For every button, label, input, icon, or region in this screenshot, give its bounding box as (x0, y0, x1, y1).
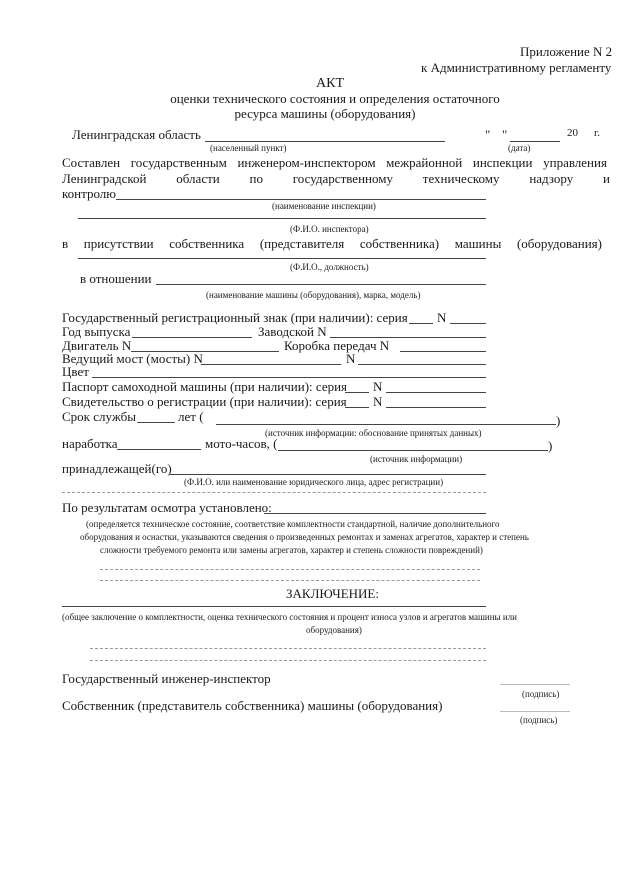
composed-word: Составлен (62, 155, 121, 170)
quote-open: " (485, 127, 491, 142)
inspection-hint-1: (определяется техническое состояние, соответствие комплектности стандартной, наличие дополнительного (86, 519, 500, 529)
axle-n-label: N (346, 351, 356, 366)
year-line[interactable] (132, 337, 252, 338)
relation-label: в отношении (80, 271, 152, 286)
inspection-hint-2: оборудования и оснастки, указываются сведения о произведенных ремонтах и заменах агрегатов, характер и степень (80, 532, 529, 542)
inspector-signature-line[interactable] (500, 684, 570, 685)
owner-signature-label: Собственник (представитель собственника) машины (оборудования) (62, 698, 443, 713)
act-title: АКТ (316, 76, 344, 91)
inspection-line-3[interactable] (100, 580, 480, 581)
composed-word: техническому (422, 171, 500, 186)
presence-word: (представителя (259, 236, 345, 251)
service-source-line[interactable] (216, 424, 556, 425)
control-label: контролю (62, 186, 116, 201)
inspection-line[interactable] (116, 199, 486, 200)
locality-line[interactable] (205, 141, 445, 142)
service-life-label: Срок службы (62, 409, 136, 424)
presence-word: машины (454, 236, 502, 251)
machine-line[interactable] (156, 284, 486, 285)
operating-label: наработка (62, 436, 118, 451)
certificate-number-line[interactable] (386, 407, 486, 408)
conclusion-line-3[interactable] (90, 660, 486, 661)
composed-line-2 (62, 171, 610, 187)
presence-line (62, 236, 602, 252)
appendix-number: Приложение N 2 (520, 44, 613, 59)
presence-word: собственника) (359, 236, 440, 251)
operating-line[interactable] (117, 449, 201, 450)
reg-sign-n-label: N (437, 310, 447, 325)
reg-sign-number-line[interactable] (450, 323, 486, 324)
operating-close-paren: ) (548, 438, 553, 453)
conclusion-title: ЗАКЛЮЧЕНИЕ: (286, 586, 379, 601)
presence-word: присутствии (83, 236, 154, 251)
belonging-label: принадлежащей(го) (62, 461, 172, 476)
gearbox-label: Коробка передач N (284, 338, 390, 353)
presence-word: собственника (169, 236, 245, 251)
info-hint: (источник информации) (370, 454, 463, 464)
owner-hint: (Ф.И.О. или наименование юридического лица, адрес регистрации) (184, 477, 444, 487)
owner-sign-hint: (подпись) (520, 715, 558, 725)
composed-word: надзору (529, 171, 574, 186)
composed-line-1 (62, 155, 607, 171)
composed-word: по (249, 171, 263, 186)
appendix-regulation: к Административному регламенту (421, 60, 612, 75)
conclusion-hint-1: (общее заключение о комплектности, оценка технического состояния и процент износа узлов и агрегатов машины или (62, 612, 517, 622)
composed-word: Ленинградской (62, 171, 147, 186)
owner-line-2[interactable] (62, 492, 486, 493)
composed-word: инженером-инспектором (237, 155, 376, 170)
year-suffix: г. (594, 127, 601, 139)
inspector-sign-hint: (подпись) (522, 689, 560, 699)
conclusion-hint-2: оборудования) (306, 625, 362, 635)
service-life-line[interactable] (137, 422, 175, 423)
composed-word: государственным (130, 155, 227, 170)
composed-word: области (176, 171, 220, 186)
certificate-n-label: N (373, 394, 383, 409)
inspection-result-line[interactable] (264, 513, 486, 514)
operating-source-line[interactable] (278, 450, 548, 451)
passport-number-line[interactable] (386, 392, 486, 393)
inspector-line[interactable] (78, 218, 486, 219)
composed-word: инспекции (472, 155, 533, 170)
conclusion-line[interactable] (62, 606, 486, 607)
factory-n-label: Заводской N (258, 324, 327, 339)
inspector-hint: (Ф.И.О. инспектора) (290, 224, 369, 234)
axle-label: Ведущий мост (мосты) N (62, 351, 203, 366)
axle-line-1[interactable] (201, 364, 341, 365)
passport-series-line[interactable] (345, 392, 369, 393)
composed-word: межрайонной (386, 155, 463, 170)
service-close-paren: ) (556, 413, 561, 428)
act-subtitle-2: ресурса машины (оборудования) (234, 106, 416, 121)
inspection-line-2[interactable] (100, 569, 480, 570)
locality-hint: (населенный пункт) (210, 143, 287, 153)
axle-line-2[interactable] (358, 364, 486, 365)
owner-line[interactable] (169, 474, 486, 475)
inspection-label: По результатам осмотра установлено: (62, 500, 272, 515)
color-line[interactable] (92, 377, 486, 378)
quote-close: " (502, 127, 508, 142)
reg-sign-series-line[interactable] (409, 323, 433, 324)
act-subtitle-1: оценки технического состояния и определения остаточного (170, 91, 500, 106)
presence-hint: (Ф.И.О., должность) (290, 262, 369, 272)
relation-hint: (наименование машины (оборудования), марка, модель) (206, 290, 421, 300)
color-label: Цвет (62, 364, 89, 379)
passport-n-label: N (373, 379, 383, 394)
service-hint: (источник информации: обоснование принятых данных) (265, 428, 482, 438)
date-hint: (дата) (508, 143, 531, 153)
inspector-signature-label: Государственный инженер-инспектор (62, 671, 271, 686)
moto-hours-label: мото-часов, ( (205, 436, 278, 451)
composed-word: управления (543, 155, 607, 170)
presence-word: (оборудования) (516, 236, 602, 251)
owner-signature-line[interactable] (500, 711, 570, 712)
year-label: Год выпуска (62, 324, 131, 339)
passport-label: Паспорт самоходной машины (при наличии): серия (62, 379, 348, 394)
presence-fio-line[interactable] (78, 258, 486, 259)
years-label: лет ( (178, 409, 204, 424)
inspection-hint: (наименование инспекции) (272, 201, 376, 211)
engine-label: Двигатель N (62, 338, 132, 353)
gearbox-line[interactable] (400, 351, 486, 352)
date-line[interactable] (510, 141, 560, 142)
composed-word: и (603, 171, 610, 186)
composed-word: государственному (292, 171, 393, 186)
certificate-series-line[interactable] (345, 407, 369, 408)
year-prefix: 20 (567, 127, 578, 139)
certificate-label: Свидетельство о регистрации (при наличии): серия (62, 394, 347, 409)
conclusion-line-2[interactable] (90, 648, 486, 649)
reg-sign-label: Государственный регистрационный знак (при наличии): серия (62, 310, 408, 325)
presence-word: в (62, 236, 69, 251)
region-label: Ленинградская область (72, 127, 201, 142)
inspection-hint-3: сложности требуемого ремонта или замены агрегатов, характер и степень сложности повреждений) (100, 545, 483, 555)
